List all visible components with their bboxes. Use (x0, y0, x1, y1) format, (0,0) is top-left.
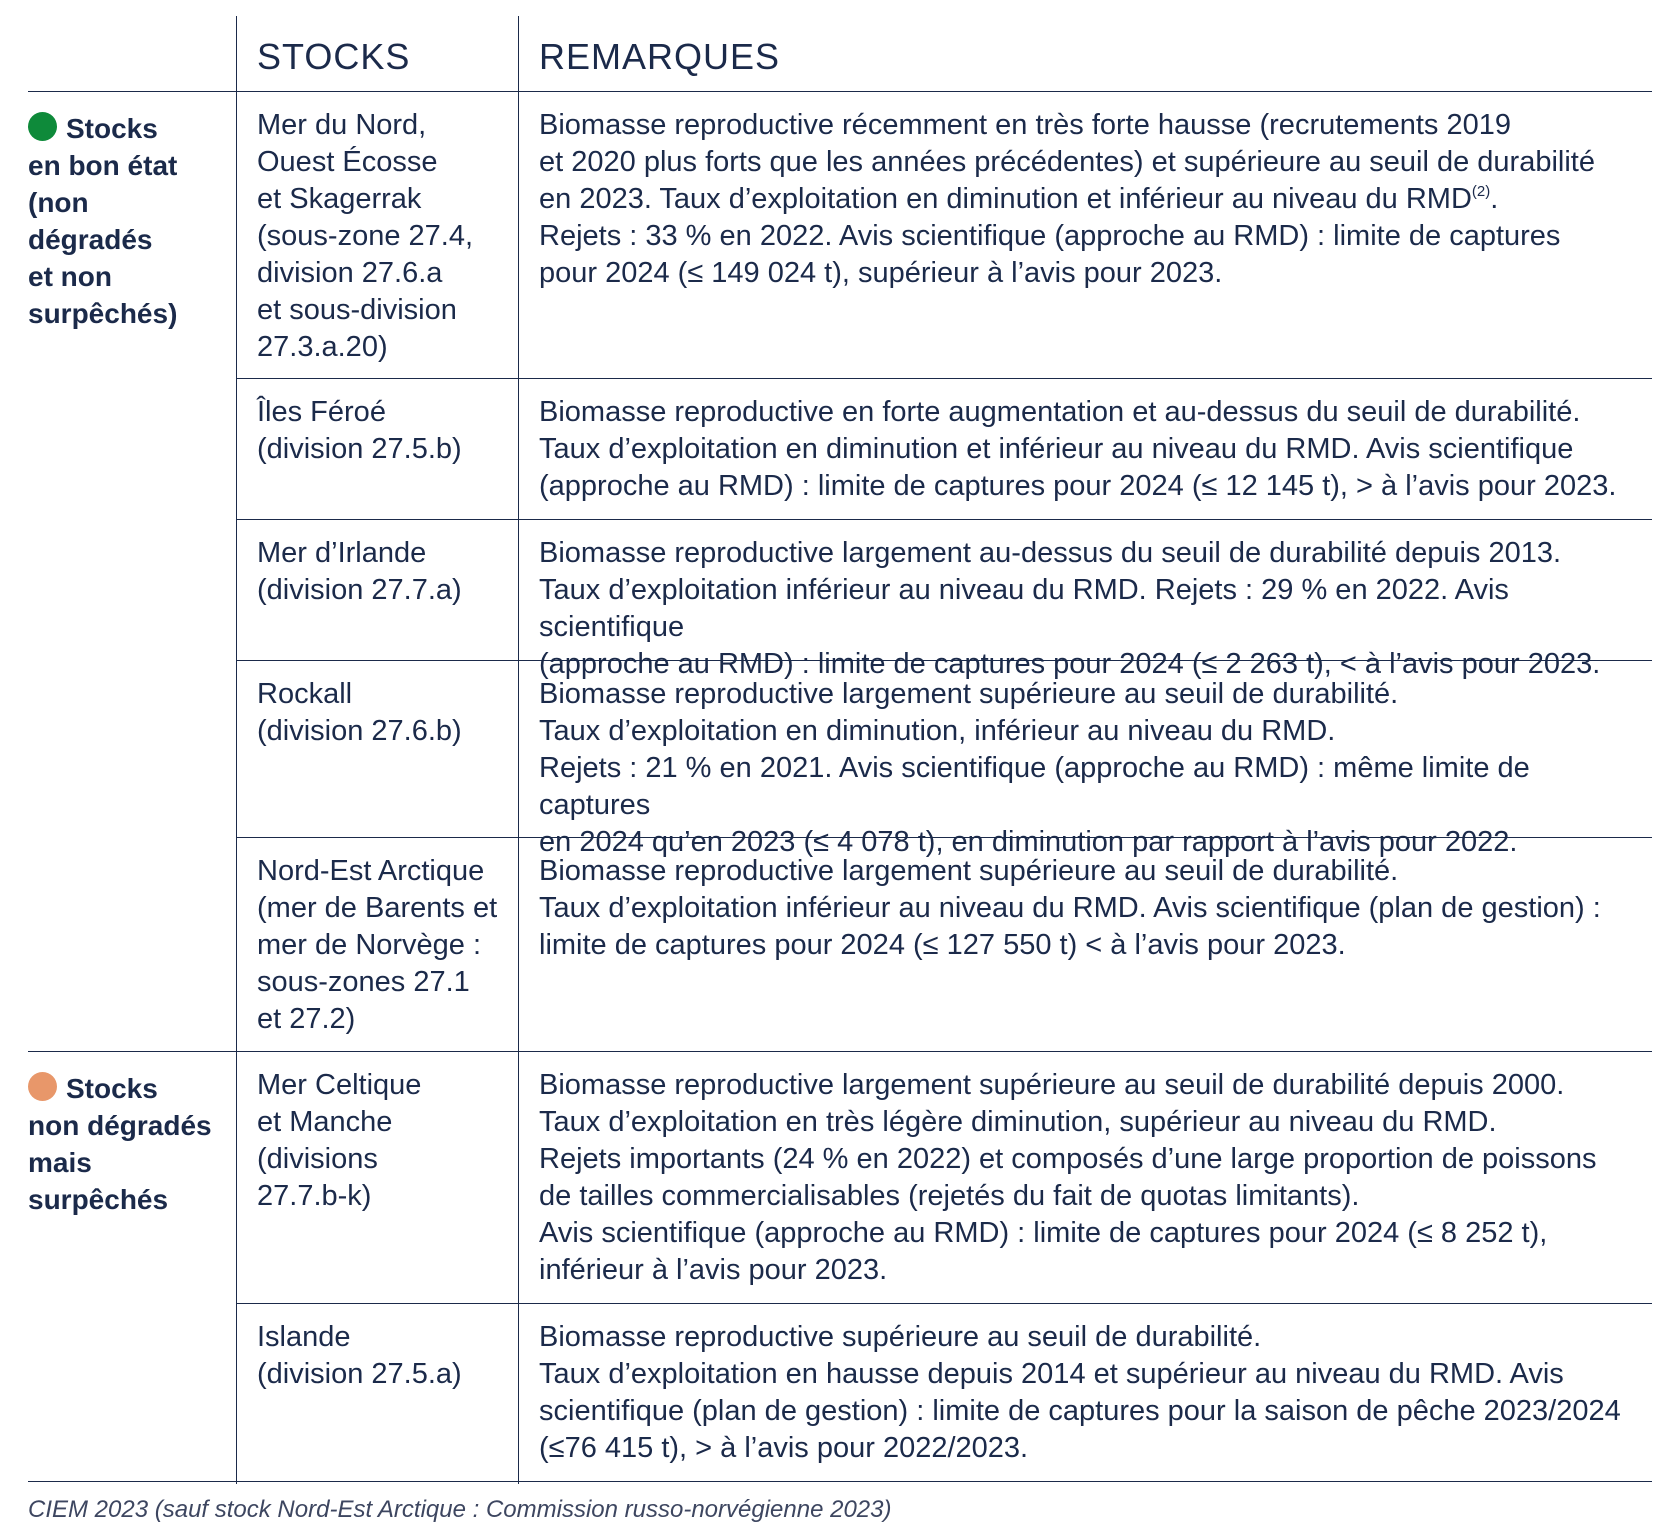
column-divider-2 (518, 16, 519, 1484)
remark-cell: Biomasse reproductive en forte augmentation et au-dessus du seuil de durabilité. Taux d’exploitation en diminution et inférieur au niveau du RMD. Avis scientifique (approche au RMD) : limite de captures pour 2024 (≤ 12 145 t), > à l’avis pour 2023. (539, 396, 1617, 502)
stock-cell: Mer du Nord, Ouest Écosse et Skagerrak (sous-zone 27.4, division 27.6.a et sous-division 27.3.a.20) (257, 109, 474, 363)
table-bottom-rule (28, 1481, 1652, 1482)
row-rule (236, 1303, 1652, 1304)
column-divider-1 (236, 16, 237, 1484)
category-overfished (28, 1070, 233, 1218)
remark-text: Biomasse reproductive récemment en très forte hausse (recrutements 2019 et 2020 plus forts que les années précédentes) et supérieure au seuil de durabilité en 2023. Taux d’exploitation en diminution et inférieur au niveau du RMD (539, 109, 1595, 215)
category-rule (28, 1051, 1652, 1052)
column-header-stocks: STOCKS (257, 36, 411, 77)
remark-cell: Biomasse reproductive largement au-dessus du seuil de durabilité depuis 2013. Taux d’exploitation inférieur au niveau du RMD. Rejets : 29 % en 2022. Avis scientifique (approche au RMD) : limite de captures pour 2024 (≤ 2 263 t), < à l’avis pour 2023. (539, 537, 1601, 680)
green-status-dot-icon (28, 112, 57, 141)
header-rule (28, 91, 1652, 92)
category-good-state (28, 110, 233, 332)
remark-cell (539, 107, 1649, 292)
row-rule (236, 519, 1652, 520)
category-label: Stocks en bon état (non dégradés et non surpêchés) (28, 113, 178, 329)
orange-status-dot-icon (28, 1072, 57, 1101)
stock-cell: Islande (division 27.5.a) (257, 1321, 462, 1390)
stock-cell: Îles Féroé (division 27.5.b) (257, 396, 462, 465)
stock-cell: Mer d’Irlande (division 27.7.a) (257, 537, 462, 606)
source-note: CIEM 2023 (sauf stock Nord-Est Arctique : Commission russo-norvégienne 2023) (28, 1496, 892, 1523)
category-label: Stocks non dégradés mais surpêchés (28, 1073, 212, 1215)
remark-cell: Biomasse reproductive largement supérieure au seuil de durabilité. Taux d’exploitation inférieur au niveau du RMD. Avis scientifique (plan de gestion) : limite de captures pour 2024 (≤ 127 550 t) < à l’avis pour 2023. (539, 855, 1601, 961)
stock-cell: Mer Celtique et Manche (divisions 27.7.b-k) (257, 1069, 422, 1212)
row-rule (236, 378, 1652, 379)
remark-cell: Biomasse reproductive supérieure au seuil de durabilité. Taux d’exploitation en hausse depuis 2014 et supérieur au niveau du RMD. Avis scientifique (plan de gestion) : limite de captures pour la saison de pêche 2023/2024 (≤76 415 t), > à l’avis pour 2022/2023. (539, 1321, 1621, 1464)
remark-cell: Biomasse reproductive largement supérieure au seuil de durabilité. Taux d’exploitation en diminution, inférieur au niveau du RMD. Rejets : 21 % en 2021. Avis scientifique (approche au RMD) : même limite de captures en 2024 qu’en 2023 (≤ 4 078 t), en diminution par rapport à l’avis pour 2022. (539, 678, 1530, 858)
stock-cell: Nord-Est Arctique (mer de Barents et mer de Norvège : sous-zones 27.1 et 27.2) (257, 855, 498, 1035)
remark-cell: Biomasse reproductive largement supérieure au seuil de durabilité depuis 2000. Taux d’exploitation en très légère diminution, supérieur au niveau du RMD. Rejets importants (24 % en 2022) et composés d’une large proportion de poissons de tailles commercialisables (rejetés du fait de quotas limitants). Avis scientifique (approche au RMD) : limite de captures pour 2024 (≤ 8 252 t), inférieur à l’avis pour 2023. (539, 1069, 1597, 1286)
footnote-ref: (2) (1471, 183, 1491, 200)
column-header-remarques: REMARQUES (539, 36, 781, 77)
remark-text: . Rejets : 33 % en 2022. Avis scientifique (approche au RMD) : limite de captures pour 2024 (≤ 149 024 t), supérieur à l’avis pour 2023. (539, 183, 1561, 289)
stock-cell: Rockall (division 27.6.b) (257, 678, 462, 747)
